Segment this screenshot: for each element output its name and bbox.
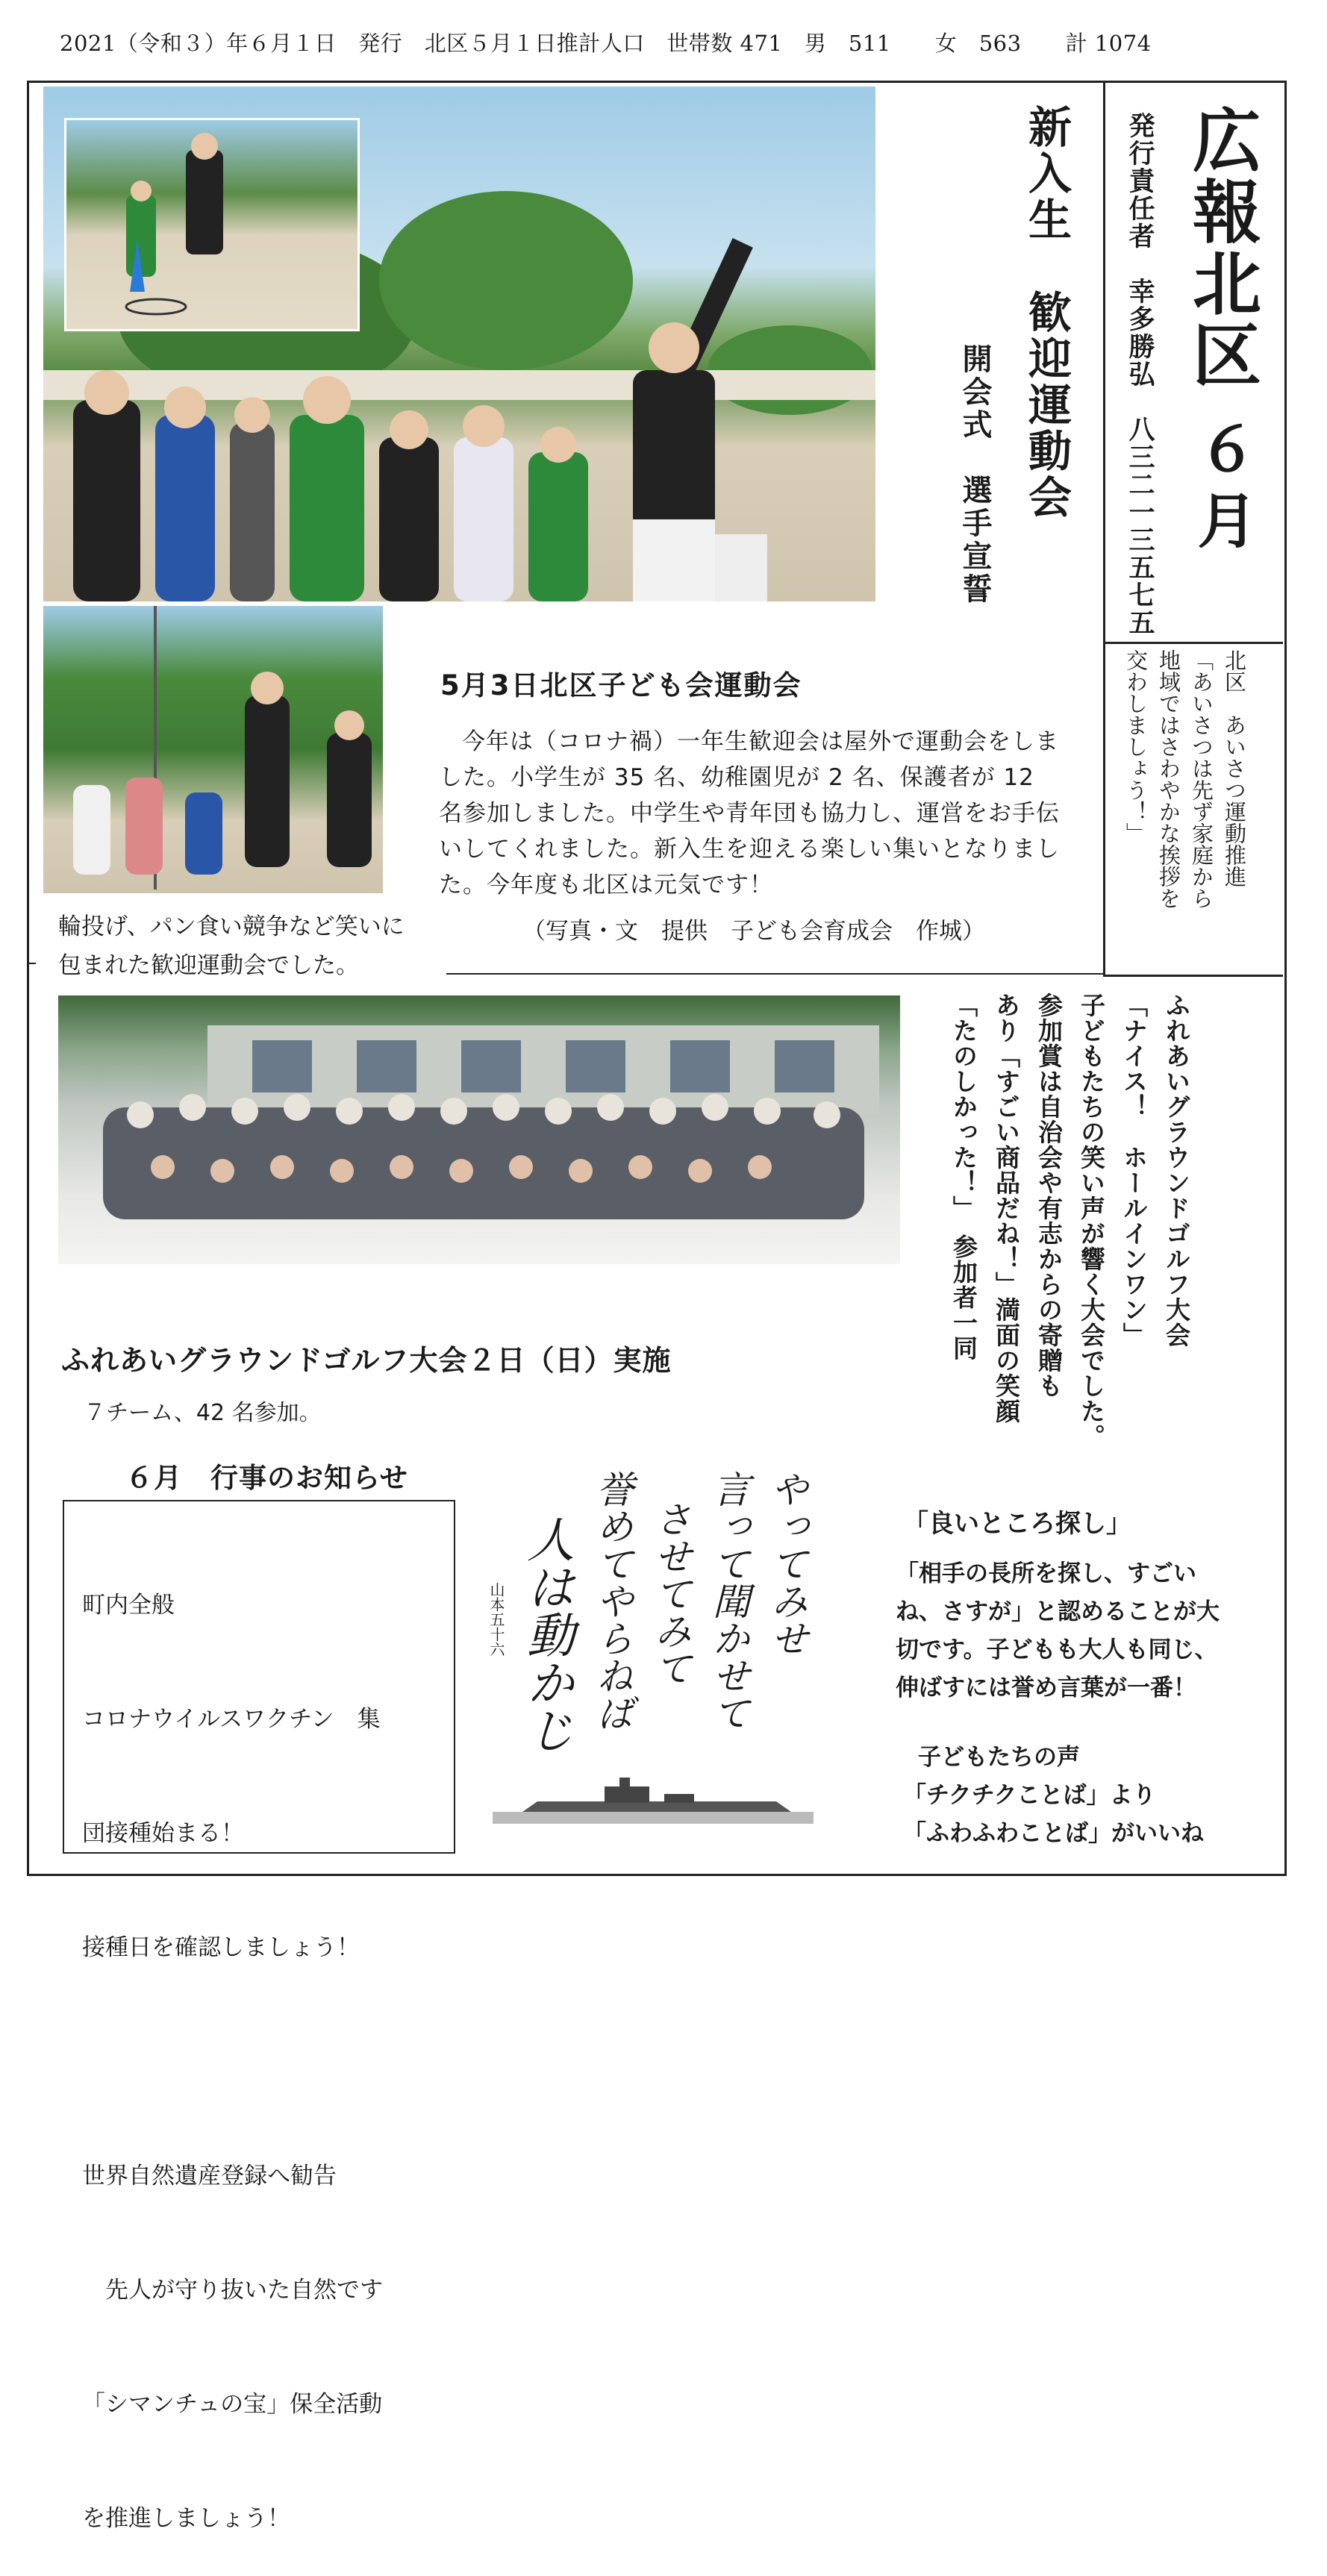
events-line: コロナウイルスワクチン 集 bbox=[82, 1706, 381, 1733]
golf-vertical-line: ふれあいグラウンドゴルフ大会 bbox=[1162, 992, 1191, 1348]
golf-vertical-line: 子どもたちの笑い声が響く大会でした。 bbox=[1077, 992, 1106, 1449]
calligraphy-line: 言って聞かせて bbox=[707, 1470, 750, 1731]
sports-day-vertical-title: 新入生 歓迎運動会 bbox=[1021, 104, 1072, 521]
good-points-line: 伸ばすには誉め言葉が一番！ bbox=[896, 1675, 1196, 1701]
masthead-publisher: 発行責任者 幸多勝弘 八三二一三五七五 bbox=[1125, 112, 1155, 637]
calligraphy-signature: 山本五十六 bbox=[487, 1582, 505, 1657]
golf-vertical-line: 「たのしかった！」 参加者一同 bbox=[949, 992, 978, 1361]
sports-day-vertical-subtitle: 開会式 選手宣誓 bbox=[958, 343, 992, 606]
battleship-sketch bbox=[493, 1776, 814, 1836]
golf-vertical-line: 「ナイス！ ホールインワン」 bbox=[1120, 992, 1149, 1348]
golf-group-photo bbox=[58, 995, 900, 1264]
events-line: 町内全般 bbox=[82, 1592, 175, 1619]
section-divider bbox=[446, 973, 1103, 975]
events-line: 「シマンチュの宝」保全活動 bbox=[82, 2391, 383, 2418]
sports-day-body: 今年は（コロナ禍）一年生歓迎会は屋外で運動会をしました。小学生が 35 名、幼稚園児が 2 名、保護者が 12 名参加しました。中学生や青年団も協力し、運営をお手伝いしてくれました。新入生を迎える楽しい集いとなりました。今年度も北区は元気です！ bbox=[439, 728, 1060, 898]
slogan-line: 北区 あいさつ運動推進 bbox=[1222, 649, 1247, 887]
bread-race-illustration bbox=[43, 606, 383, 893]
events-line: を推進しましょう！ bbox=[82, 2505, 290, 2532]
events-heading: ６月 行事のお知らせ bbox=[125, 1462, 408, 1494]
issue-header: 2021（令和３）年６月１日 発行 北区５月１日推計人口 世帯数 471 男 511 女 563 計 1074 bbox=[60, 31, 1152, 56]
golf-vertical-line: あり「すごい商品だね！」満面の笑顔 bbox=[992, 992, 1021, 1424]
slogan-line: 交わしましょう！」 bbox=[1123, 649, 1149, 844]
section-divider-left bbox=[27, 963, 36, 964]
events-line: 接種日を確認しましょう！ bbox=[82, 1934, 360, 1961]
sports-day-credit: （写真・文 提供 子ども会育成会 作城） bbox=[522, 918, 985, 945]
events-line: 先人が守り抜いた自然です bbox=[82, 2277, 383, 2304]
events-line: 団接種始まる！ bbox=[82, 1820, 244, 1847]
bread-race-photo bbox=[43, 606, 383, 893]
calligraphy-lines bbox=[486, 1470, 814, 1754]
voices-line: 「チクチクことば」より bbox=[903, 1782, 1156, 1809]
slogan-text bbox=[1120, 649, 1251, 909]
good-points-line: 切です。子どもも大人も同じ、 bbox=[896, 1636, 1218, 1663]
sports-day-caption-2: 包まれた歓迎運動会でした。 bbox=[58, 952, 359, 979]
voices-line: 「ふわふわことば」がいいね bbox=[903, 1820, 1204, 1847]
children-voices bbox=[903, 1739, 1204, 1853]
good-points-text bbox=[896, 1555, 1220, 1707]
calligraphy-line: 誉めてやらねば bbox=[590, 1470, 634, 1731]
golf-heading: ふれあいグラウンドゴルフ大会２日（日）実施 bbox=[61, 1344, 672, 1377]
events-line: 世界自然遺産登録へ勧告 bbox=[82, 2163, 337, 2189]
calligraphy-artwork bbox=[487, 1463, 814, 1836]
slogan-line: 地域ではさわやかな挨拶を bbox=[1156, 649, 1181, 909]
ring-toss-illustration bbox=[66, 120, 357, 329]
calligraphy-line: 人は動かじ bbox=[519, 1515, 574, 1754]
good-points-line: ね、さすが」と認めることが大 bbox=[896, 1598, 1220, 1625]
golf-vertical-column bbox=[946, 992, 1194, 1449]
golf-vertical-line: 参加賞は自治会や有志からの寄贈も bbox=[1034, 992, 1064, 1398]
events-line bbox=[82, 2043, 383, 2081]
masthead-title: 広報北区 bbox=[1181, 104, 1261, 391]
calligraphy-line: やってみせ bbox=[765, 1470, 808, 1657]
golf-subtext: ７チーム、42 名参加。 bbox=[84, 1400, 322, 1426]
calligraphy-line: させてみて bbox=[649, 1500, 692, 1686]
events-list bbox=[82, 1510, 383, 2576]
voices-line: 子どもたちの声 bbox=[918, 1744, 1080, 1771]
sports-day-heading: 5月3日北区子ども会運動会 bbox=[440, 669, 802, 701]
sports-day-caption-1: 輪投げ、パン食い競争など笑いに bbox=[58, 913, 405, 940]
good-points-heading: 「良いところ探し」 bbox=[903, 1509, 1131, 1539]
slogan-line: 「あいさつは先ず家庭から bbox=[1189, 649, 1214, 909]
good-points-line: 「相手の長所を探し、すごい bbox=[896, 1560, 1196, 1587]
ring-toss-inset-photo bbox=[64, 118, 360, 331]
golf-group-illustration bbox=[58, 995, 900, 1264]
masthead-month: ６月 bbox=[1187, 418, 1257, 561]
